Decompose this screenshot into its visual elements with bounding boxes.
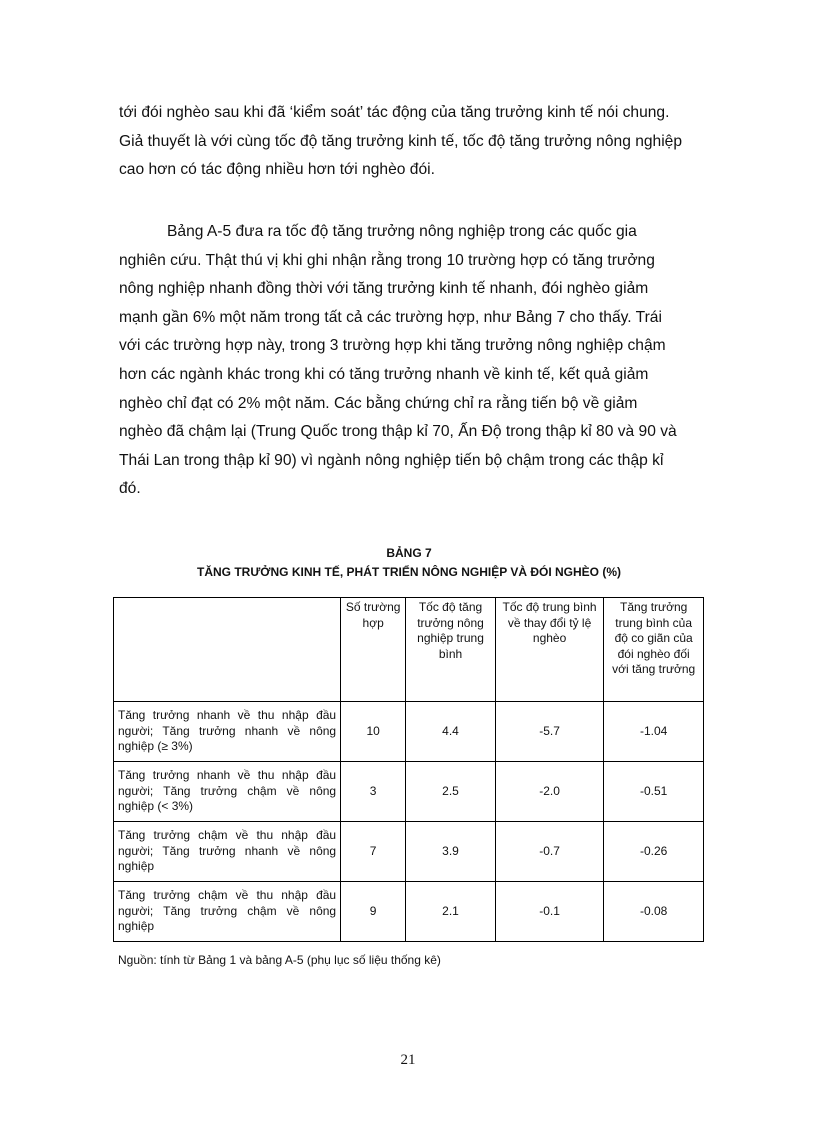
paragraph-line: cao hơn có tác động nhiều hơn tới nghèo đói.	[119, 161, 435, 179]
header-cell-blank	[114, 598, 341, 702]
paragraph-line: mạnh gần 6% một năm trong tất cả các trường hợp, như Bảng 7 cho thấy. Trái	[119, 308, 662, 326]
cell-cases: 7	[341, 822, 406, 882]
paragraph-line: tới đói nghèo sau khi đã ‘kiểm soát’ tác động của tăng trưởng kinh tế nói chung.	[119, 104, 670, 121]
row-label: Tăng trưởng nhanh về thu nhập đầu người; Tăng trưởng chậm về nông nghiệp (< 3%)	[114, 762, 341, 822]
page-number: 21	[400, 1052, 416, 1068]
table-row	[114, 822, 704, 882]
cell-cases: 3	[341, 762, 406, 822]
header-cell-poverty-change: Tốc độ trung bình về thay đổi tỷ lệ nghèo	[495, 598, 603, 702]
paragraph-line: Giả thuyết là với cùng tốc độ tăng trưởng kinh tế, tốc độ tăng trưởng nông nghiệp	[119, 132, 683, 150]
cell-poverty-change: -0.7	[495, 822, 603, 882]
cell-agri-growth: 3.9	[406, 822, 496, 882]
cell-cases: 10	[341, 702, 406, 762]
row-label: Tăng trưởng nhanh về thu nhập đầu người; Tăng trưởng nhanh về nông nghiệp (≥ 3%)	[114, 702, 341, 762]
paragraph-1	[119, 99, 696, 185]
cell-elasticity: -0.26	[604, 822, 704, 882]
cell-elasticity: -0.51	[604, 762, 704, 822]
row-label: Tăng trưởng chậm về thu nhập đầu người; Tăng trưởng nhanh về nông nghiệp	[114, 822, 341, 882]
header-cell-cases: Số trường hợp	[341, 598, 406, 702]
cell-poverty-change: -2.0	[495, 762, 603, 822]
cell-poverty-change: -5.7	[495, 702, 603, 762]
paragraph-line: với các trường hợp này, trong 3 trường hợp khi tăng trưởng nông nghiệp chậm	[119, 337, 666, 355]
cell-agri-growth: 2.5	[406, 762, 496, 822]
table-row	[114, 702, 704, 762]
cell-elasticity: -0.08	[604, 882, 704, 942]
paragraph-line: nghèo đã chậm lại (Trung Quốc trong thập kỉ 70, Ấn Độ trong thập kỉ 80 và 90 và	[119, 423, 677, 441]
table-caption-subtitle: TĂNG TRƯỞNG KINH TẾ, PHÁT TRIỂN NÔNG NGHIỆP VÀ ĐÓI NGHÈO (%)	[197, 565, 621, 579]
data-table	[113, 597, 704, 942]
paragraph-line: nông nghiệp nhanh đồng thời với tăng trưởng kinh tế nhanh, đói nghèo giảm	[119, 280, 649, 298]
table-row	[114, 882, 704, 942]
table-row	[114, 762, 704, 822]
paragraph-2	[119, 218, 696, 504]
paragraph-line: nghèo chỉ đạt có 2% một năm. Các bằng chứng chỉ ra rằng tiến bộ về giảm	[119, 394, 638, 412]
paragraph-line: Thái Lan trong thập kỉ 90) vì ngành nông nghiệp tiến bộ chậm trong các thập kỉ	[119, 451, 664, 469]
paragraph-line: hơn các ngành khác trong khi có tăng trưởng nhanh về kinh tế, kết quả giảm	[119, 365, 649, 383]
source-note: Nguồn: tính từ Bảng 1 và bảng A-5 (phụ lục số liệu thống kê)	[118, 953, 441, 967]
header-cell-elasticity: Tăng trưởng trung bình của độ co giãn của đói nghèo đối với tăng trưởng	[604, 598, 704, 702]
cell-poverty-change: -0.1	[495, 882, 603, 942]
table-header-row	[114, 598, 704, 702]
paragraph-line	[119, 218, 696, 247]
cell-cases: 9	[341, 882, 406, 942]
paragraph-line-text: Bảng A-5 đưa ra tốc độ tăng trưởng nông nghiệp trong các quốc gia	[167, 223, 637, 240]
paragraph-line: đó.	[119, 480, 141, 498]
paragraph-line: nghiên cứu. Thật thú vị khi ghi nhận rằng trong 10 trường hợp có tăng trưởng	[119, 251, 655, 269]
table-caption-title: BẢNG 7	[386, 546, 432, 560]
cell-elasticity: -1.04	[604, 702, 704, 762]
row-label: Tăng trưởng chậm về thu nhập đầu người; Tăng trưởng chậm về nông nghiệp	[114, 882, 341, 942]
cell-agri-growth: 4.4	[406, 702, 496, 762]
header-cell-agri-growth: Tốc độ tăng trưởng nông nghiệp trung bình	[406, 598, 496, 702]
cell-agri-growth: 2.1	[406, 882, 496, 942]
